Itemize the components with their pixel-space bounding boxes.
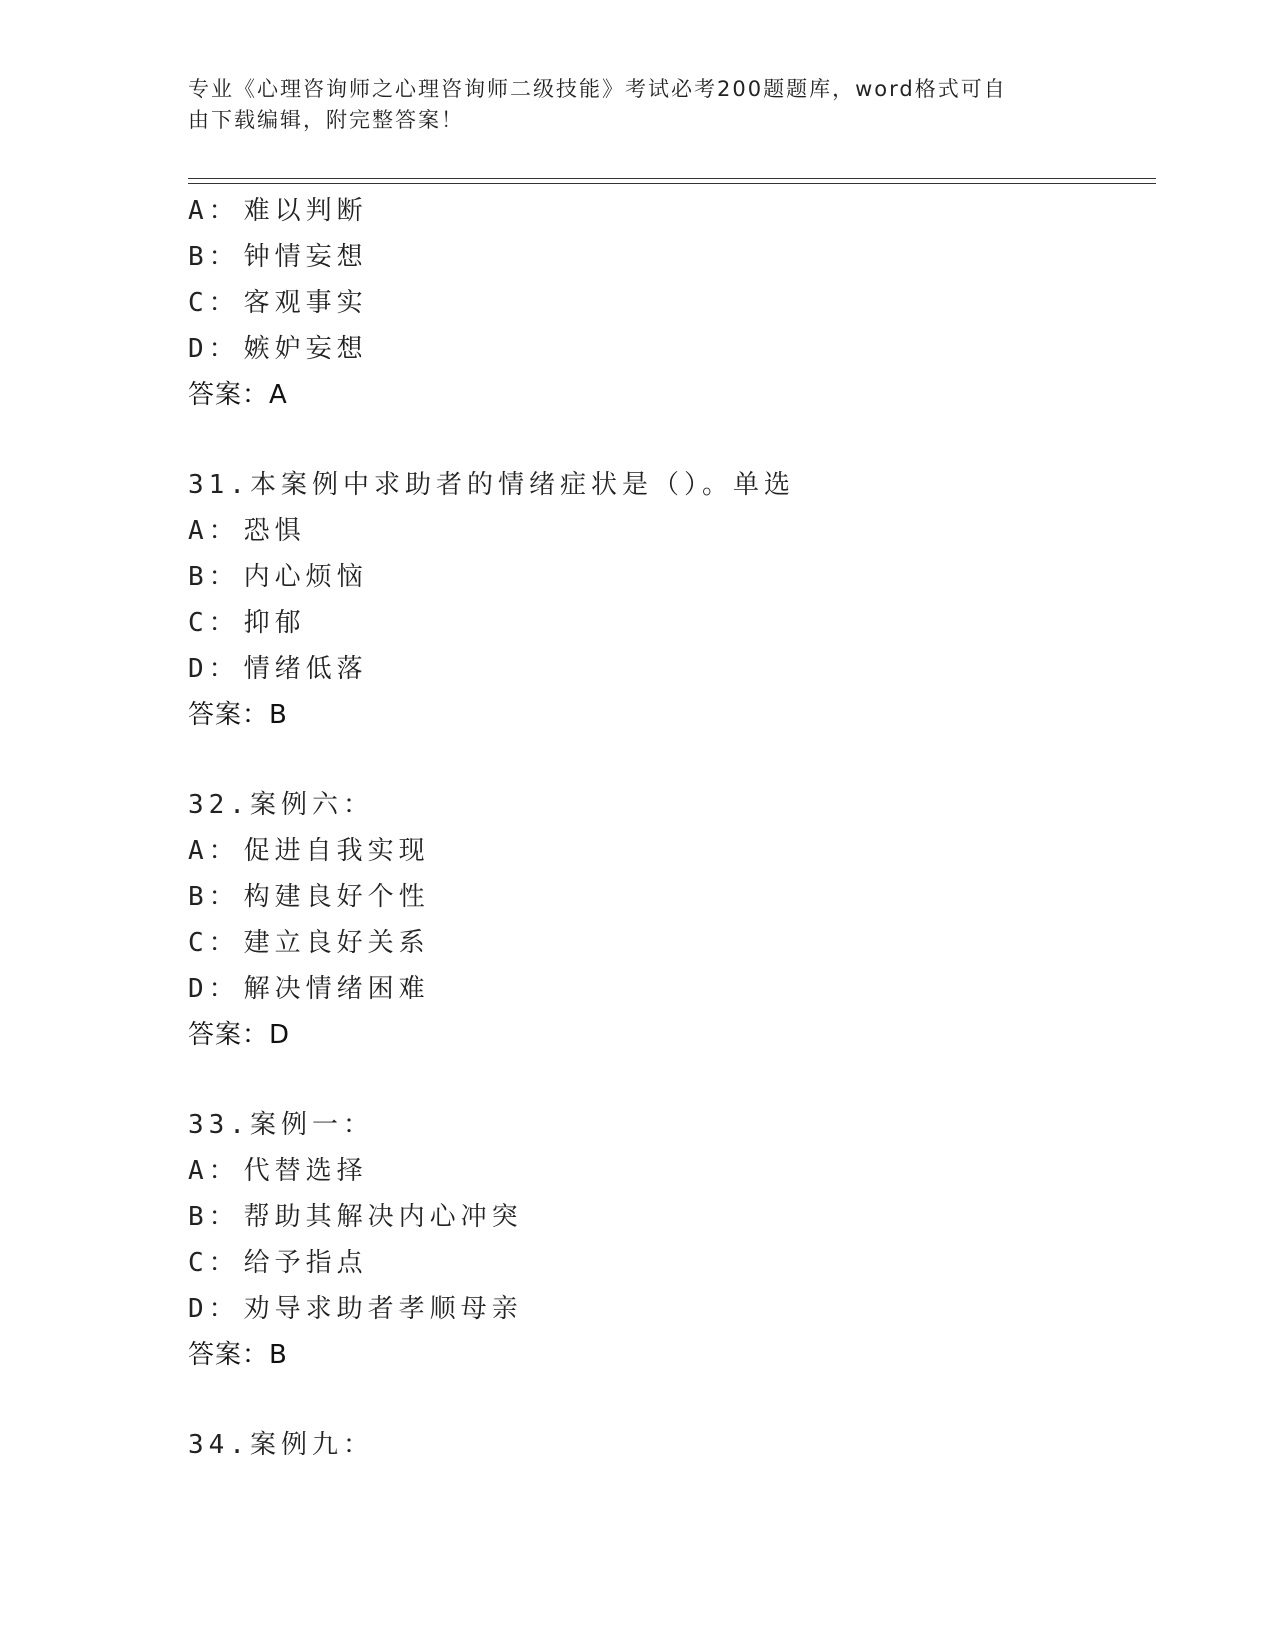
option-text: 难以判断 — [243, 196, 368, 226]
question-text: 32.案例六： — [188, 790, 374, 820]
option-text: 给予指点 — [243, 1248, 368, 1278]
option-text: 抑郁 — [243, 608, 306, 638]
question-block — [188, 1422, 1148, 1468]
option-key: B： — [188, 242, 240, 272]
header-line-1: 专业《心理咨询师之心理咨询师二级技能》考试必考200题题库，word格式可自 — [188, 77, 1007, 101]
option-c — [188, 1240, 1148, 1286]
question-block — [188, 1102, 1148, 1378]
option-key: D： — [188, 334, 240, 364]
option-key: A： — [188, 196, 240, 226]
option-text: 嫉妒妄想 — [243, 334, 368, 364]
option-key: B： — [188, 882, 240, 912]
document-header — [188, 74, 1068, 136]
question-text: 31.本案例中求助者的情绪症状是（）。单选 — [188, 470, 795, 500]
option-c — [188, 920, 1148, 966]
answer-line: 答案：B — [188, 700, 288, 730]
answer-line: 答案：B — [188, 1340, 288, 1370]
answer-line: 答案：A — [188, 380, 288, 410]
option-text: 劝导求助者孝顺母亲 — [243, 1294, 523, 1324]
option-c — [188, 280, 1148, 326]
answer-line: 答案：D — [188, 1020, 291, 1050]
option-key: D： — [188, 1294, 240, 1324]
option-text: 情绪低落 — [243, 654, 368, 684]
option-a — [188, 828, 1148, 874]
option-key: C： — [188, 1248, 240, 1278]
option-d — [188, 966, 1148, 1012]
question-text: 33.案例一： — [188, 1110, 374, 1140]
option-a — [188, 1148, 1148, 1194]
header-line-2: 由下载编辑，附完整答案！ — [188, 108, 464, 132]
header-divider-bottom — [188, 183, 1156, 184]
option-text: 钟情妄想 — [243, 242, 368, 272]
option-key: B： — [188, 562, 240, 592]
option-key: C： — [188, 288, 240, 318]
option-key: B： — [188, 1202, 240, 1232]
option-text: 客观事实 — [243, 288, 368, 318]
option-text: 内心烦恼 — [243, 562, 368, 592]
option-a — [188, 508, 1148, 554]
option-b — [188, 234, 1148, 280]
option-text: 建立良好关系 — [243, 928, 430, 958]
question-block — [188, 188, 1148, 418]
option-key: C： — [188, 928, 240, 958]
question-block — [188, 462, 1148, 738]
option-c — [188, 600, 1148, 646]
option-d — [188, 646, 1148, 692]
option-key: C： — [188, 608, 240, 638]
option-d — [188, 326, 1148, 372]
header-divider-top — [188, 178, 1156, 179]
option-d — [188, 1286, 1148, 1332]
option-text: 恐惧 — [243, 516, 306, 546]
question-text: 34.案例九： — [188, 1430, 374, 1460]
option-key: A： — [188, 516, 240, 546]
option-key: D： — [188, 654, 240, 684]
option-a — [188, 188, 1148, 234]
option-key: A： — [188, 1156, 240, 1186]
option-text: 解决情绪困难 — [243, 974, 430, 1004]
option-text: 促进自我实现 — [243, 836, 430, 866]
question-list — [188, 188, 1148, 1468]
option-b — [188, 554, 1148, 600]
option-b — [188, 874, 1148, 920]
option-text: 代替选择 — [243, 1156, 368, 1186]
option-b — [188, 1194, 1148, 1240]
option-key: A： — [188, 836, 240, 866]
question-block — [188, 782, 1148, 1058]
option-text: 帮助其解决内心冲突 — [243, 1202, 523, 1232]
option-text: 构建良好个性 — [243, 882, 430, 912]
option-key: D： — [188, 974, 240, 1004]
